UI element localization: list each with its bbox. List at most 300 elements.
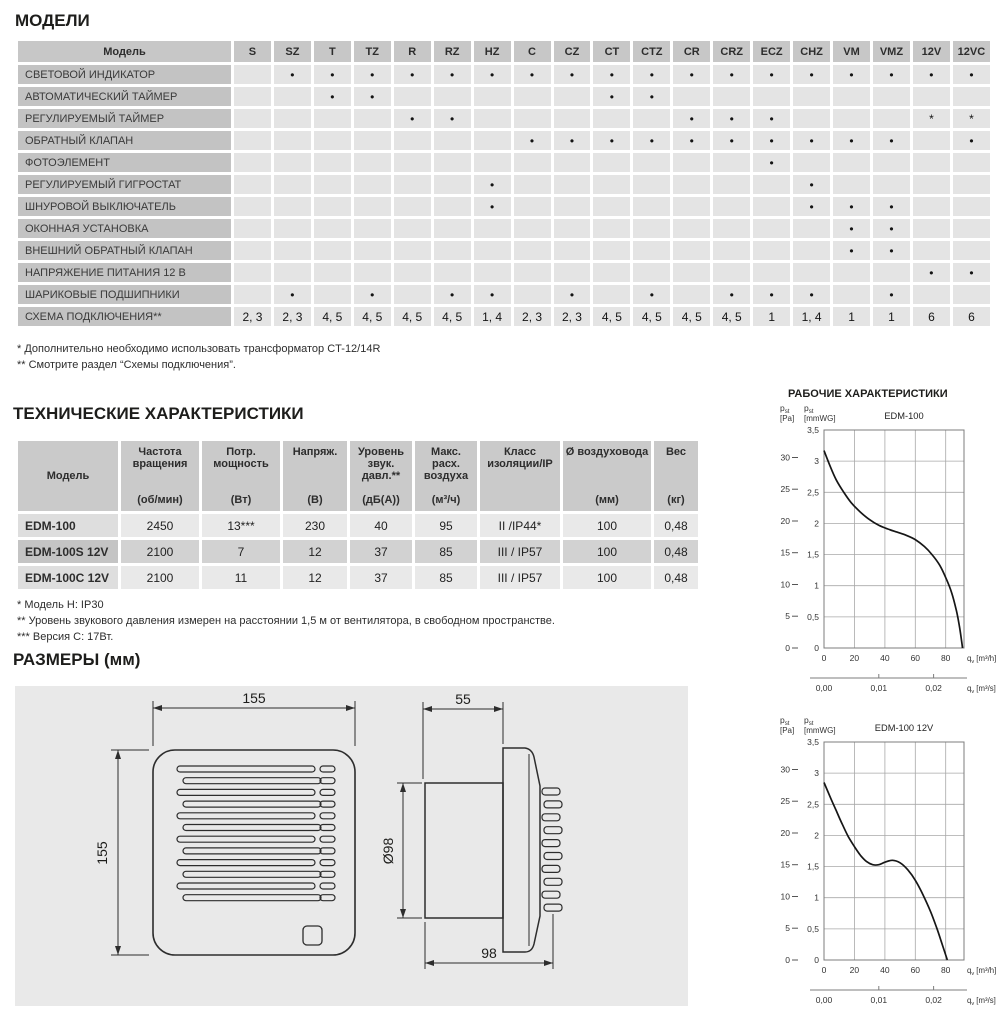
model-name-cell: EDM-100S 12V xyxy=(18,540,118,563)
side-depth-label: 55 xyxy=(455,691,471,707)
feature-cell xyxy=(394,87,431,106)
svg-text:EDM-100: EDM-100 xyxy=(884,411,924,421)
tech-row xyxy=(18,540,698,563)
feature-cell xyxy=(593,197,630,216)
models-row xyxy=(18,175,990,194)
feature-cell xyxy=(953,175,990,194)
feature-cell xyxy=(474,131,511,150)
models-row xyxy=(18,65,990,84)
feature-cell xyxy=(354,241,391,260)
performance-chart-edm-100-12v xyxy=(778,712,1000,1016)
feature-cell xyxy=(394,285,431,304)
feature-cell: • xyxy=(833,197,870,216)
feature-cell xyxy=(673,285,710,304)
footnote: * Модель H: IP30 xyxy=(17,599,104,611)
svg-text:3: 3 xyxy=(814,768,819,779)
footnote: ** Уровень звукового давления измерен на расстоянии 1,5 м от вентилятора, в свободном пространстве. xyxy=(17,614,555,627)
feature-cell xyxy=(673,263,710,282)
feature-cell xyxy=(434,175,471,194)
feature-cell xyxy=(234,131,271,150)
feature-cell: * xyxy=(953,109,990,128)
feature-cell xyxy=(274,219,311,238)
feature-cell: • xyxy=(274,285,311,304)
feature-cell xyxy=(633,241,670,260)
models-header-col-S: S xyxy=(234,41,271,62)
tech-value-cell: 95 xyxy=(415,514,477,537)
feature-cell: • xyxy=(474,65,511,84)
feature-cell xyxy=(593,285,630,304)
feature-cell xyxy=(633,219,670,238)
feature-cell xyxy=(593,241,630,260)
feature-cell xyxy=(234,263,271,282)
feature-cell: 2, 3 xyxy=(274,307,311,326)
feature-cell: • xyxy=(354,65,391,84)
svg-text:pst: $p_{st}$ xyxy=(780,403,790,415)
feature-cell xyxy=(354,219,391,238)
feature-cell xyxy=(434,131,471,150)
svg-text:[Pa]: [Pa] xyxy=(780,414,795,423)
feature-cell xyxy=(234,241,271,260)
svg-text:60: 60 xyxy=(910,653,921,663)
feature-cell xyxy=(673,175,710,194)
tech-value-cell: 12 xyxy=(283,566,347,589)
feature-cell xyxy=(274,153,311,172)
svg-text:20: 20 xyxy=(849,653,860,663)
feature-cell: 4, 5 xyxy=(673,307,710,326)
feature-cell xyxy=(793,109,830,128)
svg-text:20: 20 xyxy=(849,965,860,975)
feature-cell xyxy=(793,219,830,238)
feature-cell xyxy=(354,175,391,194)
feature-cell xyxy=(474,153,511,172)
feature-cell xyxy=(753,241,790,260)
svg-text:0,5: 0,5 xyxy=(807,923,819,934)
svg-text:3,5: 3,5 xyxy=(807,737,819,747)
feature-cell: • xyxy=(593,131,630,150)
feature-cell xyxy=(713,153,750,172)
feature-cell: • xyxy=(673,131,710,150)
duct-diameter-dimension xyxy=(397,783,422,918)
feature-label: ФОТОЭЛЕМЕНТ xyxy=(18,153,231,172)
feature-cell xyxy=(753,263,790,282)
tech-header-cell: Вес (кг) xyxy=(654,441,698,511)
tech-value-cell: 7 xyxy=(202,540,280,563)
tech-value-cell: 40 xyxy=(350,514,412,537)
feature-cell: • xyxy=(474,197,511,216)
feature-cell xyxy=(314,263,351,282)
feature-cell: 4, 5 xyxy=(713,307,750,326)
feature-cell: • xyxy=(913,65,950,84)
feature-cell: • xyxy=(753,65,790,84)
feature-cell: • xyxy=(474,175,511,194)
feature-cell xyxy=(354,263,391,282)
feature-cell: • xyxy=(354,285,391,304)
feature-cell xyxy=(354,109,391,128)
feature-cell: * xyxy=(913,109,950,128)
svg-text:10: 10 xyxy=(780,579,790,590)
feature-cell xyxy=(274,197,311,216)
feature-cell: • xyxy=(314,65,351,84)
models-header-col-SZ: SZ xyxy=(274,41,311,62)
feature-cell xyxy=(274,131,311,150)
feature-cell xyxy=(753,197,790,216)
feature-cell: • xyxy=(873,197,910,216)
tech-value-cell: III / IP57 xyxy=(480,540,560,563)
feature-cell xyxy=(314,109,351,128)
feature-cell: • xyxy=(833,241,870,260)
tech-header-cell: Ø воздуховода (мм) xyxy=(563,441,651,511)
feature-cell: • xyxy=(274,65,311,84)
feature-cell: • xyxy=(474,285,511,304)
feature-cell: • xyxy=(713,285,750,304)
feature-cell: • xyxy=(434,65,471,84)
feature-cell xyxy=(514,109,551,128)
feature-cell xyxy=(314,241,351,260)
tech-value-cell: 100 xyxy=(563,514,651,537)
tech-value-cell: III / IP57 xyxy=(480,566,560,589)
feature-cell xyxy=(713,175,750,194)
feature-cell xyxy=(514,87,551,106)
feature-cell xyxy=(234,219,271,238)
feature-cell xyxy=(913,131,950,150)
svg-text:25: 25 xyxy=(780,484,790,495)
models-header-col-12V: 12V xyxy=(913,41,950,62)
feature-cell: • xyxy=(833,219,870,238)
feature-label: ВНЕШНИЙ ОБРАТНЫЙ КЛАПАН xyxy=(18,241,231,260)
models-section-title: МОДЕЛИ xyxy=(15,11,90,30)
svg-text:qv [m³/s]: $q_v$ [m³/s] xyxy=(967,996,996,1007)
tech-value-cell: 85 xyxy=(415,540,477,563)
tech-header-row xyxy=(18,441,698,511)
feature-cell xyxy=(753,175,790,194)
models-footnotes xyxy=(17,342,380,374)
feature-cell xyxy=(354,131,391,150)
feature-cell: 2, 3 xyxy=(554,307,591,326)
feature-label: РЕГУЛИРУЕМЫЙ ГИГРОСТАТ xyxy=(18,175,231,194)
tech-value-cell: 230 xyxy=(283,514,347,537)
feature-cell: 1, 4 xyxy=(793,307,830,326)
feature-cell: • xyxy=(833,65,870,84)
svg-text:20: 20 xyxy=(780,828,790,838)
footnote: * Дополнительно необходимо использовать трансформатор CT-12/14R xyxy=(17,343,381,355)
svg-text:qv [m³/h]: $q_v$ [m³/h] xyxy=(967,966,997,977)
svg-text:40: 40 xyxy=(880,653,890,663)
feature-cell xyxy=(394,175,431,194)
feature-cell xyxy=(554,87,591,106)
model-name-cell: EDM-100C 12V xyxy=(18,566,118,589)
models-header-col-CR: CR xyxy=(673,41,710,62)
feature-cell xyxy=(913,87,950,106)
feature-cell: • xyxy=(554,65,591,84)
feature-cell: • xyxy=(793,175,830,194)
svg-text:0: 0 xyxy=(785,955,790,965)
models-row xyxy=(18,285,990,304)
feature-cell: 2, 3 xyxy=(514,307,551,326)
feature-cell xyxy=(953,153,990,172)
svg-text:30: 30 xyxy=(780,764,790,775)
svg-text:EDM-100 12V: EDM-100 12V xyxy=(874,723,934,733)
svg-text:0,00: 0,00 xyxy=(815,683,833,693)
tech-section-title: ТЕХНИЧЕСКИЕ ХАРАКТЕРИСТИКИ xyxy=(13,404,304,423)
feature-cell: • xyxy=(593,65,630,84)
feature-cell xyxy=(713,241,750,260)
feature-cell: • xyxy=(593,87,630,106)
feature-cell: • xyxy=(713,131,750,150)
feature-cell: • xyxy=(554,131,591,150)
svg-text:0,01: 0,01 xyxy=(870,683,888,693)
feature-label: НАПРЯЖЕНИЕ ПИТАНИЯ 12 В xyxy=(18,263,231,282)
feature-cell xyxy=(593,219,630,238)
feature-cell xyxy=(234,153,271,172)
feature-cell: • xyxy=(554,285,591,304)
feature-cell: • xyxy=(713,109,750,128)
total-depth-label: 98 xyxy=(481,945,497,961)
feature-cell xyxy=(833,175,870,194)
feature-cell xyxy=(793,241,830,260)
tech-value-cell: 0,48 xyxy=(654,514,698,537)
feature-cell: • xyxy=(434,285,471,304)
models-table xyxy=(15,38,993,329)
svg-text:0,5: 0,5 xyxy=(807,611,819,622)
svg-text:1: 1 xyxy=(814,580,819,591)
feature-cell xyxy=(434,219,471,238)
feature-cell: • xyxy=(753,153,790,172)
feature-cell: 4, 5 xyxy=(354,307,391,326)
feature-cell xyxy=(234,65,271,84)
models-header-col-T: T xyxy=(314,41,351,62)
tech-value-cell: 37 xyxy=(350,540,412,563)
feature-label: СВЕТОВОЙ ИНДИКАТОР xyxy=(18,65,231,84)
tech-header-cell: Напряж. (В) xyxy=(283,441,347,511)
models-row xyxy=(18,153,990,172)
feature-cell xyxy=(833,109,870,128)
feature-label: СХЕМА ПОДКЛЮЧЕНИЯ** xyxy=(18,307,231,326)
svg-text:2,5: 2,5 xyxy=(807,799,819,810)
models-header-col-TZ: TZ xyxy=(354,41,391,62)
feature-cell xyxy=(873,263,910,282)
feature-cell xyxy=(274,87,311,106)
models-header-col-ECZ: ECZ xyxy=(753,41,790,62)
feature-cell: 6 xyxy=(953,307,990,326)
feature-cell xyxy=(514,263,551,282)
grille-slats xyxy=(177,766,335,901)
tech-footnotes xyxy=(17,598,555,646)
feature-cell: • xyxy=(753,285,790,304)
feature-label: ШНУРОВОЙ ВЫКЛЮЧАТЕЛЬ xyxy=(18,197,231,216)
feature-cell xyxy=(434,263,471,282)
models-row xyxy=(18,307,990,326)
tech-value-cell: 11 xyxy=(202,566,280,589)
feature-cell xyxy=(913,219,950,238)
tech-value-cell: 100 xyxy=(563,566,651,589)
feature-cell xyxy=(633,197,670,216)
feature-cell xyxy=(593,109,630,128)
feature-cell xyxy=(673,87,710,106)
tech-value-cell: II /IP44* xyxy=(480,514,560,537)
feature-cell xyxy=(633,175,670,194)
feature-cell: 4, 5 xyxy=(633,307,670,326)
feature-cell xyxy=(713,197,750,216)
svg-text:qv [m³/h]: $q_v$ [m³/h] xyxy=(967,654,997,665)
feature-cell xyxy=(953,197,990,216)
duct-diameter-label: Ø98 xyxy=(380,837,396,865)
feature-cell: • xyxy=(833,131,870,150)
svg-text:40: 40 xyxy=(880,965,890,975)
tech-value-cell: 37 xyxy=(350,566,412,589)
feature-cell xyxy=(793,263,830,282)
feature-cell xyxy=(673,241,710,260)
svg-text:80: 80 xyxy=(940,965,951,975)
feature-cell xyxy=(274,263,311,282)
tech-value-cell: 2100 xyxy=(121,566,199,589)
tech-header-cell: Уровень звук. давл.** (дБ(А)) xyxy=(350,441,412,511)
models-header-col-CT: CT xyxy=(593,41,630,62)
feature-cell: • xyxy=(633,65,670,84)
tech-value-cell: 85 xyxy=(415,566,477,589)
models-header-col-HZ: HZ xyxy=(474,41,511,62)
feature-cell xyxy=(474,241,511,260)
tech-value-cell: 2100 xyxy=(121,540,199,563)
models-header-col-VM: VM xyxy=(833,41,870,62)
feature-cell xyxy=(434,241,471,260)
feature-cell xyxy=(234,197,271,216)
feature-cell xyxy=(793,153,830,172)
feature-cell: • xyxy=(394,65,431,84)
tech-header-cell: Частота вращения (об/мин) xyxy=(121,441,199,511)
feature-cell xyxy=(354,197,391,216)
svg-text:1,5: 1,5 xyxy=(807,861,819,872)
svg-text:10: 10 xyxy=(780,891,790,902)
svg-text:5: 5 xyxy=(785,923,790,934)
models-header-col-C: C xyxy=(514,41,551,62)
svg-text:2: 2 xyxy=(814,518,819,529)
feature-cell xyxy=(554,241,591,260)
feature-cell xyxy=(314,219,351,238)
footnote: *** Версия C: 17Вт. xyxy=(17,630,114,643)
svg-text:0,01: 0,01 xyxy=(870,995,888,1005)
feature-cell: • xyxy=(873,241,910,260)
models-row xyxy=(18,241,990,260)
feature-cell xyxy=(394,263,431,282)
feature-cell xyxy=(314,175,351,194)
feature-cell xyxy=(514,219,551,238)
feature-cell xyxy=(514,241,551,260)
feature-cell xyxy=(314,197,351,216)
feature-label: ШАРИКОВЫЕ ПОДШИПНИКИ xyxy=(18,285,231,304)
svg-text:pst: $p_{st}$ xyxy=(804,715,814,727)
feature-cell xyxy=(394,197,431,216)
feature-cell xyxy=(673,219,710,238)
feature-cell: • xyxy=(953,131,990,150)
feature-cell xyxy=(913,175,950,194)
feature-cell xyxy=(474,219,511,238)
feature-label: РЕГУЛИРУЕМЫЙ ТАЙМЕР xyxy=(18,109,231,128)
feature-label: ОКОННАЯ УСТАНОВКА xyxy=(18,219,231,238)
feature-cell xyxy=(713,87,750,106)
svg-text:60: 60 xyxy=(910,965,921,975)
feature-cell: • xyxy=(953,65,990,84)
feature-cell xyxy=(713,219,750,238)
feature-cell: • xyxy=(753,131,790,150)
feature-cell xyxy=(394,131,431,150)
svg-text:5: 5 xyxy=(785,611,790,622)
feature-cell xyxy=(673,197,710,216)
models-header-col-CZ: CZ xyxy=(554,41,591,62)
svg-text:20: 20 xyxy=(780,516,790,526)
front-height-dimension xyxy=(111,750,149,955)
feature-cell xyxy=(314,131,351,150)
feature-cell: • xyxy=(793,65,830,84)
feature-cell: 1 xyxy=(833,307,870,326)
feature-cell: • xyxy=(633,87,670,106)
feature-cell xyxy=(713,263,750,282)
svg-text:qv [m³/s]: $q_v$ [m³/s] xyxy=(967,684,996,695)
feature-cell xyxy=(554,197,591,216)
svg-text:[Pa]: [Pa] xyxy=(780,726,795,735)
front-width-dimension xyxy=(153,701,355,746)
svg-text:0,00: 0,00 xyxy=(815,995,833,1005)
feature-cell xyxy=(633,109,670,128)
feature-cell xyxy=(434,153,471,172)
feature-cell xyxy=(234,285,271,304)
svg-text:0,02: 0,02 xyxy=(925,995,942,1005)
feature-cell: 1 xyxy=(873,307,910,326)
feature-label: ОБРАТНЫЙ КЛАПАН xyxy=(18,131,231,150)
feature-cell xyxy=(953,241,990,260)
tech-header-cell: Потр. мощность (Вт) xyxy=(202,441,280,511)
models-row xyxy=(18,87,990,106)
models-header-col-VMZ: VMZ xyxy=(873,41,910,62)
duct-tube xyxy=(425,783,503,918)
svg-text:2,5: 2,5 xyxy=(807,487,819,498)
feature-cell xyxy=(873,153,910,172)
feature-cell xyxy=(274,241,311,260)
feature-cell xyxy=(913,241,950,260)
dimensions-drawing xyxy=(15,686,688,1006)
front-height-label: 155 xyxy=(94,841,110,865)
models-header-col-RZ: RZ xyxy=(434,41,471,62)
feature-cell: • xyxy=(394,109,431,128)
models-header-col-12VC: 12VC xyxy=(953,41,990,62)
svg-text:1,5: 1,5 xyxy=(807,549,819,560)
feature-cell xyxy=(593,263,630,282)
models-header-col-CTZ: CTZ xyxy=(633,41,670,62)
feature-cell: • xyxy=(434,109,471,128)
feature-cell xyxy=(474,263,511,282)
svg-text:0: 0 xyxy=(821,653,827,663)
tech-value-cell: 100 xyxy=(563,540,651,563)
models-header-col-CRZ: CRZ xyxy=(713,41,750,62)
front-width-label: 155 xyxy=(242,690,266,706)
models-row xyxy=(18,263,990,282)
feature-cell: • xyxy=(873,131,910,150)
feature-cell: 4, 5 xyxy=(434,307,471,326)
feature-cell xyxy=(554,175,591,194)
feature-cell: 4, 5 xyxy=(394,307,431,326)
feature-cell: • xyxy=(354,87,391,106)
performance-chart-edm-100 xyxy=(778,400,1000,704)
models-row xyxy=(18,131,990,150)
feature-cell: • xyxy=(514,131,551,150)
tech-header-cell: Класс изоляции/IP xyxy=(480,441,560,511)
svg-text:0: 0 xyxy=(814,643,819,653)
feature-cell xyxy=(234,109,271,128)
svg-text:2: 2 xyxy=(814,830,819,841)
feature-cell xyxy=(873,87,910,106)
dimensions-drawing-block xyxy=(15,686,688,1006)
svg-text:[mmWG]: [mmWG] xyxy=(804,414,836,423)
feature-cell: 1 xyxy=(753,307,790,326)
